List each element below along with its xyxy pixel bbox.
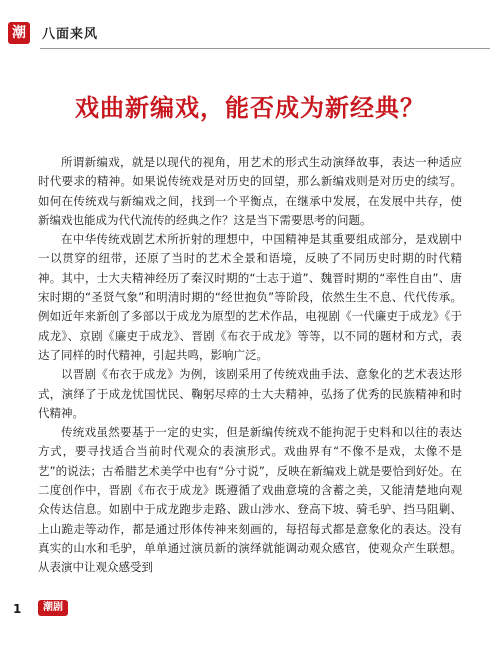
article-paragraph-3: 以晋剧《布衣于成龙》为例，该剧采用了传统戏曲手法、意象化的艺术表达形式，演绎了于成龙忧国忧民、鞠躬尽瘁的士大夫精神，弘扬了优秀的民族精神和时代精神。: [38, 367, 462, 420]
page-header: [0, 22, 500, 48]
header-divider: [40, 48, 490, 49]
footer-magazine-logo: 潮剧: [38, 600, 68, 616]
article-paragraph-4: 传统戏虽然要基于一定的史实，但是新编传统戏不能拘泥于史料和以往的表达方式，要寻找适合当前时代观众的表演形式。戏曲界有“不像不是戏，太像不是艺”的说法；古希腊艺术美学中也有“分寸说”，反映在新编戏上就是要恰到好处。在二度创作中，晋剧《布衣于成龙》既遵循了戏曲意境的含蓄之美，又能清楚地向观众传达信息。如剧中于成龙跑步走路、跋山涉水、登高下坡、骑毛驴、挡马阻剿、上山跪走等动作，都是通过形体传神来刻画的，每招每式都是意象化的表达。没有真实的山水和毛驴，单单通过演员新的演绎就能调动观众感官，使观众产生联想。从表演中让观众感受到: [38, 425, 462, 575]
article-paragraph-1: 所谓新编戏，就是以现代的视角，用艺术的形式生动演绎故事，表达一种适应时代要求的精神。如果说传统戏是对历史的回望，那么新编戏则是对历史的续写。如何在传统戏与新编戏之间，找到一个平衡点，在继承中发展，在发展中共存，使新编戏也能成为代代流传的经典之作？这是当下需要思考的问题。: [38, 155, 462, 227]
page-number: 1: [13, 602, 22, 616]
article-title: 戏曲新编戏，能否成为新经典？: [75, 94, 425, 122]
article-body: [38, 153, 462, 578]
section-name: 八面来风: [42, 27, 99, 42]
magazine-seal-logo: 潮: [8, 22, 30, 44]
article-paragraph-2: 在中华传统戏剧艺术所折射的理想中，中国精神是其重要组成部分，是戏剧中一以贯穿的纽带，还原了当时的艺术全景和语境，反映了不同历史时期的时代精神。其中，士大夫精神经历了秦汉时期的“士志于道”、魏晋时期的“率性自由”、唐宋时期的“圣贤气象”和明清时期的“经世抱负”等阶段，依然生生不息、代代传承。例如近年来新创了多部以于成龙为原型的艺术作品，电视剧《一代廉吏于成龙》《于成龙》、京剧《廉吏于成龙》、晋剧《布衣于成龙》等等，以不同的题材和方式，表达了同样的时代精神，引起共鸣，影响广泛。: [38, 232, 462, 362]
